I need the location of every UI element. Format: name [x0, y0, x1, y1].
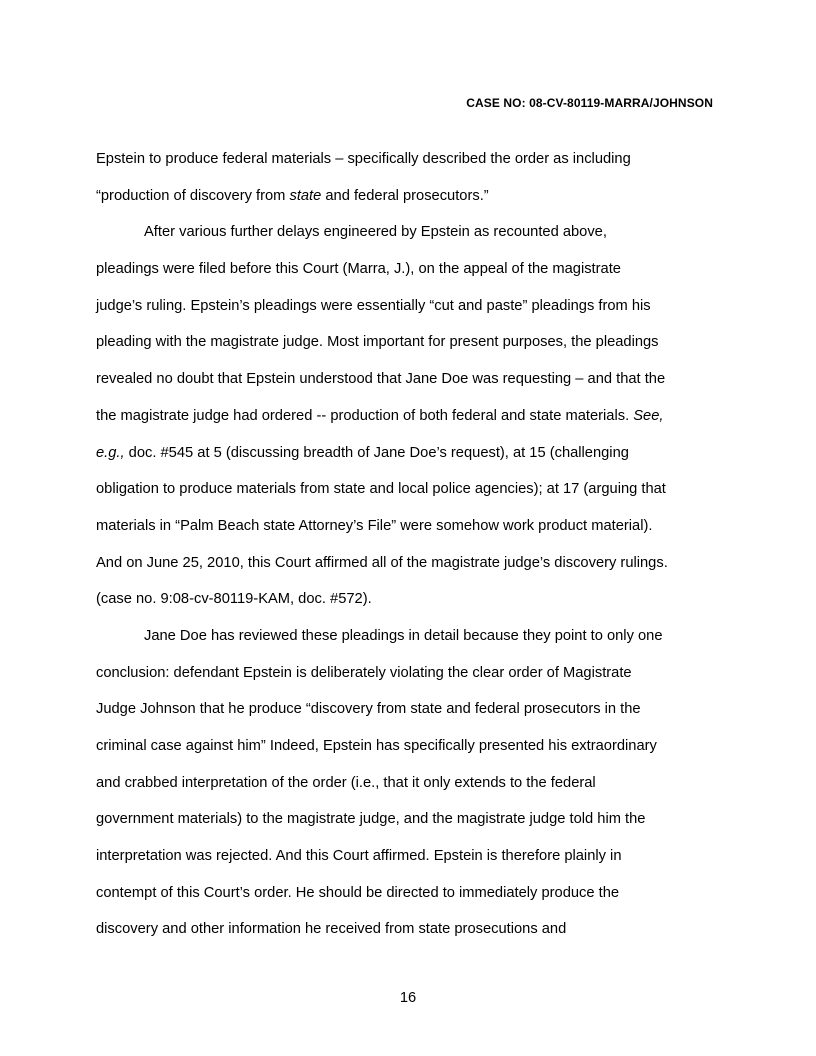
body-text-run: “production of discovery from: [96, 187, 290, 204]
body-line: revealed no doubt that Epstein understood that Jane Doe was requesting – and that the: [96, 371, 666, 388]
body-line: materials in “Palm Beach state Attorney’s File” were somehow work product material).: [96, 517, 653, 534]
citation-signal: e.g.,: [96, 444, 125, 461]
emphasis-text: state: [289, 187, 322, 204]
paragraph-first-line: After various further delays engineered by Epstein as recounted above,: [144, 224, 607, 241]
body-line: criminal case against him” Indeed, Epstein has specifically presented his extraordinary: [96, 738, 657, 754]
body-line: judge’s ruling. Epstein’s pleadings were essentially “cut and paste” pleadings from his: [96, 297, 651, 314]
body-line: Judge Johnson that he produce “discovery from state and federal prosecutors in the: [96, 701, 641, 718]
body-line: And on June 25, 2010, this Court affirmed all of the magistrate judge’s discovery rulings.: [96, 554, 668, 571]
body-text-run: and federal prosecutors.”: [321, 187, 489, 204]
body-line: interpretation was rejected. And this Court affirmed. Epstein is therefore plainly in: [96, 848, 622, 865]
body-line: pleadings were filed before this Court (Marra, J.), on the appeal of the magistrate: [96, 261, 621, 278]
body-line: pleading with the magistrate judge. Most important for present purposes, the pleadings: [96, 334, 659, 351]
body-line: (case no. 9:08-cv-80119-KAM, doc. #572).: [96, 591, 372, 608]
body-line: and crabbed interpretation of the order (i.e., that it only extends to the federal: [96, 774, 596, 791]
citation-signal: See,: [633, 407, 664, 424]
body-line: contempt of this Court’s order. He should be directed to immediately produce the: [96, 884, 620, 901]
body-line: conclusion: defendant Epstein is deliberately violating the clear order of Magistrate: [96, 664, 632, 681]
body-line: Epstein to produce federal materials – specifically described the order as including: [96, 151, 631, 167]
body-line: [96, 435, 720, 472]
body-text-run: the magistrate judge had ordered -- production of both federal and state materials.: [96, 407, 634, 424]
body-line: [96, 178, 720, 215]
body-text-run: doc. #545 at 5 (discussing breadth of Jane Doe’s request), at 15 (challenging: [124, 444, 629, 461]
document-body: [96, 141, 720, 948]
body-line: obligation to produce materials from state and local police agencies); at 17 (arguing that: [96, 481, 666, 498]
page-number: 16: [399, 990, 417, 1006]
body-line: [96, 398, 720, 435]
body-line: discovery and other information he received from state prosecutions and: [96, 921, 567, 938]
body-line: government materials) to the magistrate judge, and the magistrate judge told him the: [96, 811, 646, 828]
case-number-header: CASE NO: 08-CV-80119-MARRA/JOHNSON: [466, 96, 713, 110]
paragraph-first-line: Jane Doe has reviewed these pleadings in detail because they point to only one: [144, 627, 663, 644]
